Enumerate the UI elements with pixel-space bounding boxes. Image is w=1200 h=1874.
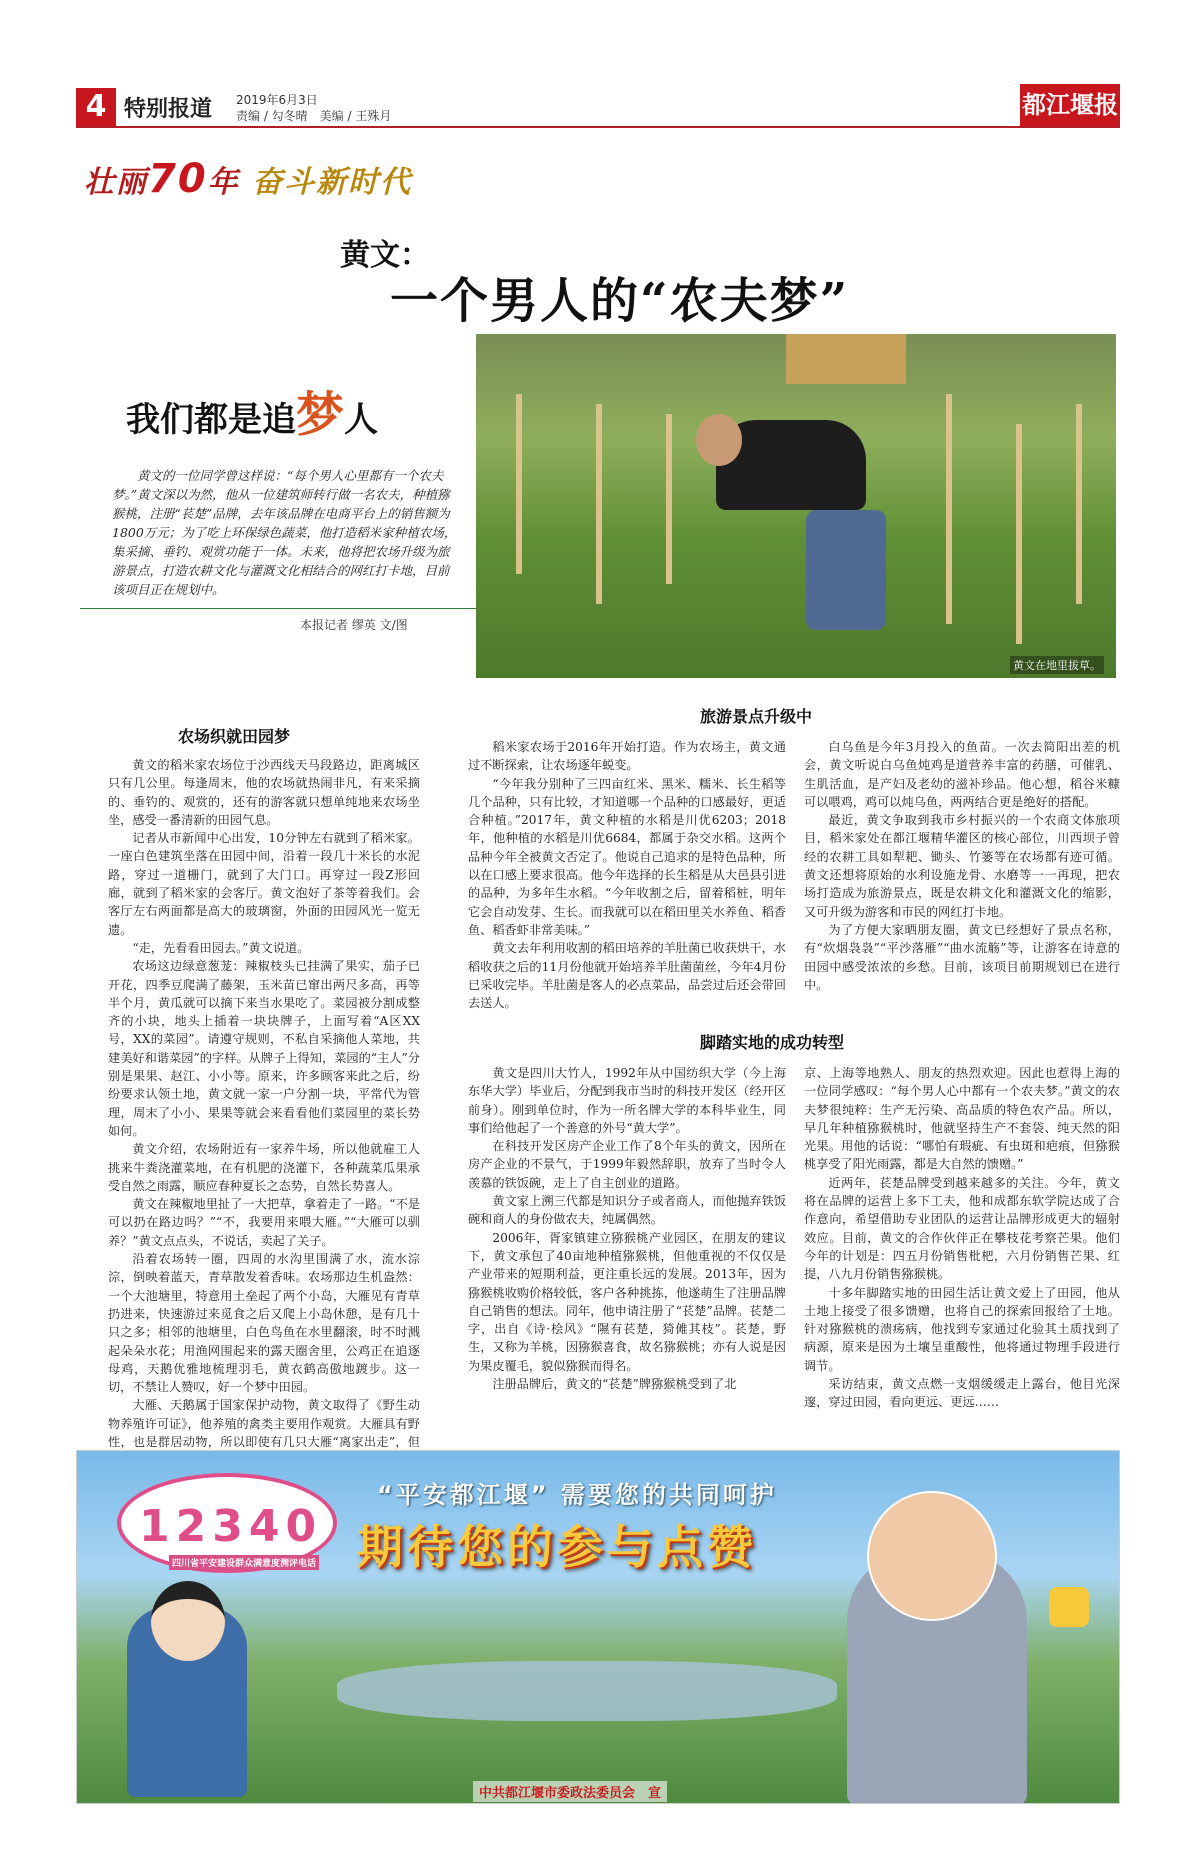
column-title-dream: 梦 [296, 387, 345, 443]
paragraph: 2006年，胥家镇建立猕猴桃产业园区，在朋友的建议下，黄文承包了40亩地种植猕猴桃，但他重视的不仅仅是产业带来的短期利益，更注重长远的发展。2013年，因为猕猴桃收购价格较低，客户各种挑拣，他遂萌生了注册品牌自己销售的想法。同年，他申请注册了“苌楚”品牌。苌楚二字，出自《诗·桧风》“隰有苌楚，猗傩其枝”。苌楚，野生，又称为羊桃，因猕猴喜食，故名猕猴桃；亦有人说是因为果皮覆毛，貌似猕猴而得名。 [468, 1230, 786, 1373]
slogan-number: 70 [148, 156, 208, 202]
paragraph: 白乌鱼是今年3月投入的鱼苗。一次去简阳出差的机会，黄文听说白乌鱼炖鸡是道营养丰富的药膳，可催乳、生肌活血，是产妇及老幼的滋补珍品。他心想，稻谷米糠可以喂鸡，鸡可以炖乌鱼，两两结合更是绝好的搭配。 [804, 740, 1120, 809]
photo-stake [666, 414, 672, 584]
divider [80, 608, 476, 609]
newspaper-logo: 都江堰报 [1020, 84, 1120, 126]
ad-headline: 期待您的参与点赞 [357, 1520, 757, 1574]
paragraph: 沿着农场转一圈，四周的水沟里围满了水，流水淙淙，倒映着蓝天，青草散发着香味。农场那边生机盎然：一个大池塘里，特意用土垒起了两个小岛，大雁见有青草扔进来，快速游过来觅食之后又爬上小岛休憩，是有几十只之多；相邻的池塘里，白色鸟鱼在水里翻滚，时不时溅起朵朵水花；用渔网围起来的露天圈舍里，公鸡正在追逐母鸡，天鹅优雅地梳理羽毛，黄衣鹤高傲地踱步。这一切，不禁让人赞叹，好一个梦中田园。 [108, 1252, 420, 1395]
headline: 一个男人的“农夫梦” [390, 273, 850, 329]
headline-kicker: 黄文： [340, 238, 430, 273]
column-title [126, 376, 378, 445]
thumbs-up-icon [1049, 1587, 1089, 1627]
issue-date: 2019年6月3日 [236, 93, 318, 107]
photo-person-legs [806, 510, 886, 630]
editors: 责编 / 勾冬晴 美编 / 王殊月 [236, 109, 392, 123]
paragraph: 为了方便大家晒朋友圈，黄文已经想好了景点名称，有“炊烟袅袅”“平沙落雁”“曲水流觞”等，让游客在诗意的田园中感受浓浓的乡愁。目前，该项目前期规划已在进行中。 [804, 922, 1120, 992]
paragraph: 黄文的稻米家农场位于沙西线天马段路边，距离城区只有几公里。每逢周末，他的农场就热闹非凡，有来采摘的、垂钓的、观赏的，还有的游客就只想单纯地来农场坐坐，感受一番清新的田园气息。 [108, 758, 420, 827]
section-title: 特别报道 [124, 97, 213, 122]
article-column-3b [804, 1064, 1120, 1412]
slogan-part3: 奋斗新时代 [252, 165, 413, 200]
page-header [76, 88, 1120, 128]
subhead-tourism: 旅游景点升级中 [700, 707, 813, 726]
column-title-pre: 我们都是追 [126, 400, 296, 440]
paragraph: 在科技开发区房产企业工作了8个年头的黄文，因所在房产企业的不景气，于1999年毅然辞职，放弃了当时令人羡慕的铁饭碗，走上了自主创业的道路。 [468, 1139, 786, 1190]
public-service-ad [76, 1450, 1120, 1804]
slogan-part2: 年 [207, 165, 240, 200]
photo-stake [516, 394, 522, 574]
paragraph: 黄文家上溯三代都是知识分子或者商人，而他抛弃铁饭碗和商人的身份做农夫，纯属偶然。 [468, 1194, 786, 1227]
paragraph: 农场这边绿意葱茏：辣椒枝头已挂满了果实，茄子已开花，四季豆爬满了藤架，玉米苗已窜出两尺多高，再等半个月，黄瓜就可以摘下来当水果吃了。菜园被分割成整齐的小块，地头上插着一块块牌子，上面写着“A区XX号，XX的菜园”。请遵守规则，不私自采摘他人菜地，共建美好和谐菜园”的字样。从牌子上得知，菜园的“主人”分别是果果、赵江、小小等。原来，许多顾客来此之后，纷纷要求认领土地，黄文就一家一户分割一块，平常代为管理，周末了小小、果果等就会来看看他们菜园里的菜长势如何。 [108, 959, 420, 1138]
photo-stake [1016, 424, 1022, 644]
paragraph: 黄文是四川大竹人，1992年从中国纺织大学（今上海东华大学）毕业后，分配到我市当时的科技开发区（经开区前身）。刚到单位时，作为一所名牌大学的本科毕业生，同事们给他起了一个善意的外号“黄大学”。 [468, 1066, 786, 1135]
paragraph: 近两年，苌楚品牌受到越来越多的关注。今年，黄文将在品牌的运营上多下工夫，他和成都东软学院达成了合作意向，希望借助专业团队的运营让品牌形成更大的辐射效应。目前，黄文的合作伙伴正在攀枝花考察芒果。他们今年的计划是：四五月份销售枇杷，六月份销售芒果、红提，八九月份销售猕猴桃。 [804, 1175, 1120, 1282]
paragraph: “今年我分别种了三四亩红米、黑米、糯米、长生稻等几个品种，只有比较，才知道哪一个品种的口感最好，更适合种植。”2017年，黄文种植的水稻是川优6203；2018年，他种植的水稻是川优6684，都属于杂交水稻。这两个品种今年全被黄文否定了。他说自己追求的是特色品种，所以在口感上要求很高。他今年选择的长生稻是从大邑县引进的品种，为多年生水稻。“今年收割之后，留着稻桩，明年它会自动发芽、生长。而我就可以在稻田里关水养鱼、稻香鱼、稻香虾非常美味。” [468, 776, 786, 937]
paragraph: 最近，黄文争取到我市乡村振兴的一个农商文体旅项目，稻米家处在都江堰精华灌区的核心部位，川西坝子曾经的农耕工具如犁耙、锄头、竹篓等在农场都有迹可循。黄文还想将原始的水利设施龙骨、水磨等一一再现，把农场打造成为旅游景点，既是农耕文化和灌溉文化的缩影，又可升级为游客和市民的网红打卡地。 [804, 813, 1120, 919]
hotline-number: 12340 [139, 1501, 323, 1552]
photo-caption: 黄文在地里拔草。 [1010, 656, 1104, 674]
issue-meta [236, 92, 391, 124]
farm-photo [476, 334, 1116, 678]
ad-river [337, 1661, 837, 1721]
photo-stake [1076, 404, 1082, 604]
paragraph: “走，先看看田园去。”黄文说道。 [132, 940, 310, 955]
article-column-3a [804, 738, 1120, 994]
paragraph: 采访结束，黄文点燃一支烟缓缓走上露台，他目光深邃，穿过田园，看向更远、更远…… [804, 1377, 1120, 1410]
paragraph: 黄文介绍，农场附近有一家养牛场，所以他就雇工人挑来牛粪浇灌菜地，在有机肥的浇灌下，各种蔬菜瓜果承受自然之雨露，顺应春种夏长之态势，自然长势喜人。 [108, 1142, 420, 1193]
cartoon-operator-head [151, 1581, 225, 1661]
paragraph: 十多年脚踏实地的田园生活让黄文爱上了田园，他从土地上接受了很多馈赠，也将自己的探索回报给了土地。针对猕猴桃的溃疡病，他找到专家通过化验其土质找到了病源，原来是因为土壤呈重酸性，他将通过物理手段进行调节。 [804, 1285, 1120, 1373]
photo-person-head [696, 414, 742, 466]
column-title-post: 人 [344, 400, 379, 440]
photo-stake [946, 394, 952, 624]
subhead-farm: 农场织就田园梦 [178, 727, 291, 746]
page-number: 4 [76, 88, 116, 126]
article-column-2a [468, 738, 786, 1012]
subhead-transition: 脚踏实地的成功转型 [700, 1033, 845, 1052]
paragraph: 黄文在辣椒地里扯了一大把草，拿着走了一路。“不是可以扔在路边吗？”“不，我要用来喂大雁。”“大雁可以驯养？”黄文点点头，不说话，卖起了关子。 [108, 1197, 420, 1248]
paragraph: 黄文去年利用收割的稻田培养的羊肚菌已收获烘干，水稻收获之后的11月份他就开始培养羊肚菌菌丝，今年4月份已采收完毕。羊肚菌是客人的必点菜品，品尝过后还会带回去送人。 [468, 941, 786, 1011]
hotline-label: 四川省平安建设群众满意度测评电话 [169, 1555, 319, 1570]
paragraph: 记者从市新闻中心出发，10分钟左右就到了稻米家。一座白色建筑坐落在田园中间，沿着一段几十米长的水泥路，穿过一道栅门，就到了大门口。再穿过一段Z形回廊，就到了稻米家的会客厅。黄文泡好了茶等着我们。会客厅左右两面都是高大的玻璃窗，外面的田园风光一览无遗。 [108, 831, 420, 937]
ad-tagline: “平安都江堰” 需要您的共同呵护 [377, 1481, 777, 1509]
paragraph: 京、上海等地熟人、朋友的热烈欢迎。因此也惹得上海的一位同学感叹：“每个男人心中都有一个农夫梦。”黄文的农夫梦很纯粹：生产无污染、高品质的特色农产品。所以，早几年种植猕猴桃时，他就坚持生产不套袋、纯天然的阳光果。用他的话说：“哪怕有瑕疵、有虫斑和疤痕，但猕猴桃享受了阳光雨露，都是大自然的馈赠。” [804, 1066, 1120, 1172]
byline: 本报记者 缪英 文/图 [300, 618, 408, 632]
article-column-2b [468, 1064, 786, 1393]
slogan-part1: 壮丽 [84, 165, 148, 200]
paragraph: 注册品牌后，黄文的“苌楚”牌猕猴桃受到了北 [492, 1377, 737, 1392]
photo-stake [596, 404, 602, 604]
photo-building [786, 334, 906, 384]
intro-paragraph: 黄文的一位同学曾这样说：“每个男人心里都有一个农夫梦。”黄文深以为然，他从一位建筑师转行做一名农夫，种植猕猴桃，注册“苌楚”品牌，去年该品牌在电商平台上的销售额为1800万元；为了吃上环保绿色蔬菜，他打造稻米家种植农场，集采摘、垂钓、观赏功能于一体。未来，他将把农场升级为旅游景点，打造农耕文化与灌溉文化相结合的网红打卡地，目前该项目正在规划中。 [112, 468, 457, 597]
ad-sponsor: 中共都江堰市委政法委员会 宣 [473, 1781, 667, 1802]
article-column-1 [108, 756, 420, 1470]
paragraph: 大雁、天鹅属于国家保护动物，黄文取得了《野生动物养殖许可证》，他养殖的禽类主要用作观赏。大雁具有野性，也是群居动物，所以即使有几只大雁“离家出走”，但 [108, 1398, 420, 1449]
cartoon-elder-head [867, 1491, 997, 1621]
paragraph: 稻米家农场于2016年开始打造。作为农场主，黄文通过不断探索，让农场逐年蜕变。 [468, 740, 786, 773]
slogan [84, 156, 412, 202]
